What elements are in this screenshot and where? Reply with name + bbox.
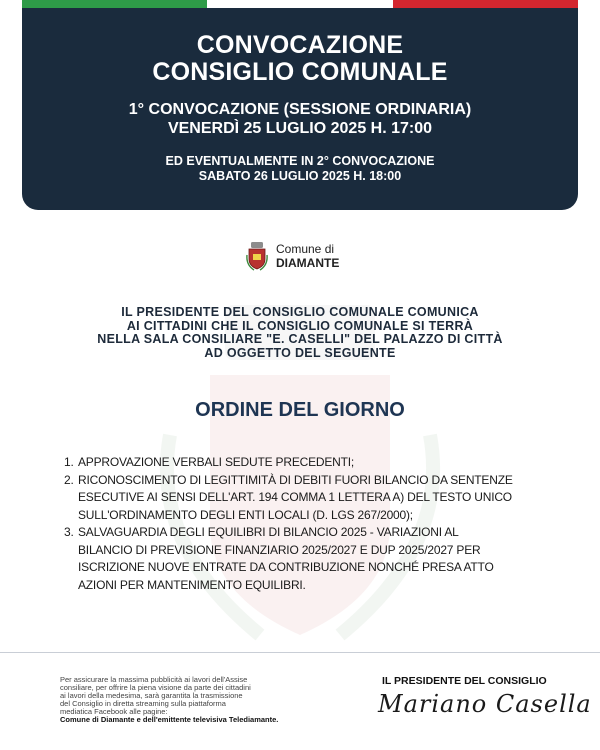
flag-white xyxy=(207,0,392,8)
announcement-line: NELLA SALA CONSILIARE "E. CASELLI" DEL PALAZZO DI CITTÀ xyxy=(97,332,503,346)
agenda-item-number: 3. xyxy=(64,525,74,539)
header-title-line1: CONVOCAZIONE xyxy=(196,31,404,59)
agenda-item xyxy=(64,472,564,525)
logo-text xyxy=(276,242,339,270)
streaming-note-line: ai lavori della medesima, sarà garantita la trasmissione xyxy=(60,691,243,700)
streaming-note-line: del Consiglio in diretta streaming sulla piattaforma xyxy=(60,699,226,708)
announcement-line: IL PRESIDENTE DEL CONSIGLIO COMUNALE COMUNICA xyxy=(121,305,479,319)
agenda-item-line: SULL'ORDINAMENTO DEGLI ENTI LOCALI (D. LGS 267/2000); xyxy=(78,507,413,522)
agenda-item-line: BILANCIO DI PREVISIONE FINANZIARIO 2025/2027 E DUP 2025/2027 PER xyxy=(78,542,481,557)
agenda-item-number: 1. xyxy=(64,455,74,469)
first-convocation xyxy=(22,100,578,138)
agenda-item-line: AZIONI PER MANTENIMENTO EQUILIBRI. xyxy=(78,577,306,592)
second-convocation xyxy=(22,154,578,184)
header-title-line2: CONSIGLIO COMUNALE xyxy=(152,58,448,86)
streaming-note-line: Per assicurare la massima pubblicità ai lavori dell'Assise xyxy=(60,675,248,684)
second-convocation-type: ED EVENTUALMENTE IN 2° CONVOCAZIONE xyxy=(165,154,435,168)
first-convocation-date: VENERDÌ 25 LUGLIO 2025 H. 17:00 xyxy=(167,120,433,137)
agenda-list xyxy=(64,454,564,594)
flag-green xyxy=(22,0,207,8)
municipal-crest-icon xyxy=(246,241,268,271)
announcement xyxy=(30,306,570,360)
president-label: IL PRESIDENTE DEL CONSIGLIO xyxy=(382,675,547,687)
agenda-item-line: ISCRIZIONE NUOVE ENTRATE DA CONTRIBUZIONE NONCHÉ PRESA ATTO xyxy=(78,560,494,574)
agenda-item-line: APPROVAZIONE VERBALI SEDUTE PRECEDENTI; xyxy=(78,455,355,469)
flag-red xyxy=(393,0,578,8)
streaming-note-line: consiliare, per offrire la piena visione da parte dei cittadini xyxy=(60,683,251,692)
header-title xyxy=(22,32,578,86)
first-convocation-type: 1° CONVOCAZIONE (SESSIONE ORDINARIA) xyxy=(128,101,472,118)
agenda-item-line: ESECUTIVE AI SENSI DELL'ART. 194 COMMA 1 LETTERA A) DEL TESTO UNICO xyxy=(78,490,512,504)
agenda-item-text xyxy=(78,524,564,594)
agenda-item-number: 2. xyxy=(64,472,74,487)
streaming-note-channels: Comune di Diamante e dell'emittente televisiva Telediamante. xyxy=(60,715,279,724)
president-signature: Mariano Casella xyxy=(378,690,592,718)
streaming-note xyxy=(60,676,320,724)
agenda-item xyxy=(64,524,564,594)
announcement-line: AI CITTADINI CHE IL CONSIGLIO COMUNALE SI TERRÀ xyxy=(126,318,474,333)
streaming-note-line: mediatica Facebook alle pagine: xyxy=(60,707,168,716)
italian-flag-strip xyxy=(22,0,578,8)
second-convocation-date: SABATO 26 LUGLIO 2025 H. 18:00 xyxy=(198,169,402,183)
agenda-item-text xyxy=(78,454,564,472)
logo-line2: DIAMANTE xyxy=(276,256,340,270)
agenda-item-text xyxy=(78,472,564,525)
footer-divider xyxy=(0,652,600,653)
agenda-item xyxy=(64,454,564,472)
convocation-header xyxy=(22,8,578,210)
logo-line1: Comune di xyxy=(276,242,335,256)
agenda-item-line: RICONOSCIMENTO DI LEGITTIMITÀ DI DEBITI FUORI BILANCIO DA SENTENZE xyxy=(78,472,513,487)
municipality-logo xyxy=(246,240,339,272)
agenda-title: ORDINE DEL GIORNO xyxy=(195,399,405,421)
announcement-line: AD OGGETTO DEL SEGUENTE xyxy=(204,345,396,360)
agenda-item-line: SALVAGUARDIA DEGLI EQUILIBRI DI BILANCIO 2025 - VARIAZIONI AL xyxy=(78,525,459,539)
